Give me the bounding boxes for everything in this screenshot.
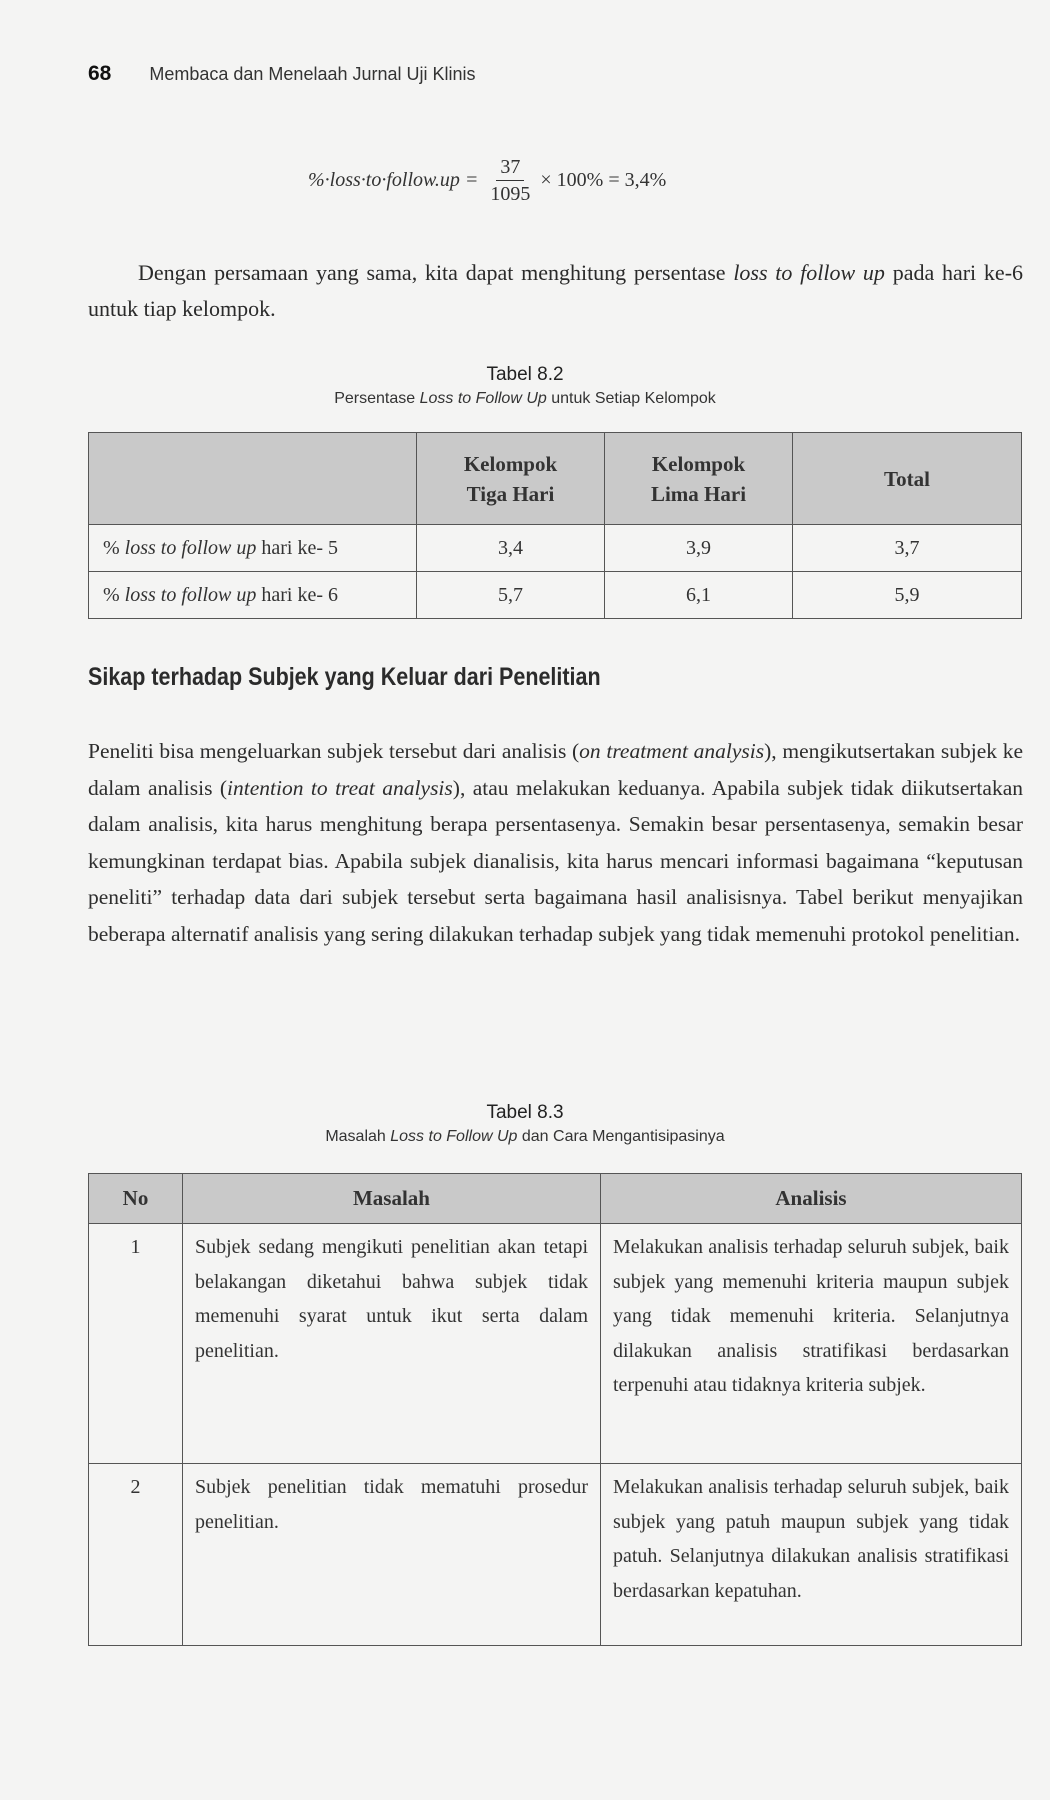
body-italic-2: intention to treat analysis [227,775,453,800]
row-label-pre: % [103,536,125,559]
intro-text-2: pada hari ke-6 untuk tiap kelompok. [88,260,1024,321]
row-label-post: hari ke- 6 [256,583,339,606]
table-8-3-subtitle-post: dan Cara Mengantisipasinya [517,1128,725,1145]
formula-denominator: 1095 [490,183,531,205]
table-8-2-subtitle-italic: Loss to Follow Up [419,390,547,407]
table-cell-masalah: Subjek sedang mengikuti penelitian akan tetapi belakangan diketahui bahwa subjek tidak memenuhi syarat untuk ikut serta dalam penelitian. [183,1224,601,1464]
table-header-cell [89,433,417,525]
table-cell-analisis: Melakukan analisis terhadap seluruh subjek, baik subjek yang memenuhi kriteria maupun subjek yang tidak memenuhi kriteria. Selanjutnya dilakukan analisis stratifikasi berdasarkan terpenuhi atau tidaknya kriteria subjek. [601,1224,1022,1464]
table-8-2-subtitle-pre: Persentase [334,390,420,407]
table-header-cell [417,433,605,525]
table-header-cell: No [89,1174,183,1224]
table-header-cell [605,433,793,525]
table-cell: 3,4 [417,525,605,572]
table-cell: 3,9 [605,525,793,572]
section-heading: Sikap terhadap Subjek yang Keluar dari Penelitian [88,663,601,691]
body-text-2: ), mengikutsertakan subjek ke dalam analisis ( [88,739,1023,800]
formula-lhs: %·loss·to·follow.up = [308,169,479,191]
table-header-row [89,433,1022,525]
intro-paragraph [88,255,1023,327]
body-text-3: ), atau melakukan keduanya. Apabila subjek tidak diikutsertakan dalam analisis, kita harus menghitung berapa persentasenya. Semakin besar persentasenya, semakin besar kemungkinan terdapat bias. Apabila subjek dianalisis, kita harus mencari informasi bagaimana “keputusan peneliti” terhadap data dari subjek tersebut serta bagaimana hasil analisisnya. Tabel berikut menyajikan beberapa alternatif analisis yang sering dilakukan terhadap subjek yang tidak memenuhi protokol penelitian. [88,775,1023,946]
body-paragraph [88,733,1023,952]
table-cell-no: 2 [89,1464,183,1646]
table-cell: 5,9 [793,572,1022,619]
header-line: Tiga Hari [466,481,555,506]
table-row [89,525,1022,572]
table-8-3-subtitle-pre: Masalah [325,1128,391,1145]
formula-fraction [486,156,534,205]
table-cell-no: 1 [89,1224,183,1464]
table-header-cell: Masalah [183,1174,601,1224]
table-cell-analisis: Melakukan analisis terhadap seluruh subjek, baik subjek yang patuh maupun subjek yang tidak patuh. Selanjutnya dilakukan analisis stratifikasi berdasarkan kepatuhan. [601,1464,1022,1646]
body-italic-1: on treatment analysis [579,739,765,763]
intro-text-1: Dengan persamaan yang sama, kita dapat menghitung persentase [138,260,734,285]
table-row [89,572,1022,619]
running-title: Membaca dan Menelaah Jurnal Uji Klinis [149,64,476,84]
table-8-2-subtitle-post: untuk Setiap Kelompok [546,390,716,407]
header-line: Kelompok [651,451,746,476]
table-header-cell: Total [793,433,1022,525]
table-8-3-caption [0,1100,1050,1148]
table-8-3-subtitle [0,1126,1050,1148]
table-8-3 [88,1173,1022,1646]
formula-rhs: × 100% = 3,4% [540,169,667,191]
body-text-1: Peneliti bisa mengeluarkan subjek tersebut dari analisis ( [88,739,580,763]
table-cell: 3,7 [793,525,1022,572]
page-header [88,62,476,86]
intro-italic: loss to follow up [733,260,885,285]
table-8-2-caption [0,362,1050,410]
table-header-row [89,1174,1022,1224]
page-number: 68 [88,62,112,85]
table-8-2-title: Tabel 8.2 [486,364,564,385]
table-row [89,1224,1022,1464]
table-8-3-subtitle-italic: Loss to Follow Up [390,1128,518,1145]
row-label-italic: loss to follow up [124,536,257,559]
row-label-post: hari ke- 5 [256,536,339,559]
table-8-3-title: Tabel 8.3 [486,1102,564,1123]
header-line: Kelompok [463,451,558,476]
formula-numerator: 37 [496,156,524,181]
row-label [89,572,417,619]
table-header-cell: Analisis [601,1174,1022,1224]
header-line: Lima Hari [650,481,747,506]
table-8-2 [88,432,1022,619]
table-cell: 6,1 [605,572,793,619]
table-8-2-subtitle [0,388,1050,410]
loss-to-follow-up-formula [308,156,666,205]
table-cell: 5,7 [417,572,605,619]
table-cell-masalah: Subjek penelitian tidak mematuhi prosedur penelitian. [183,1464,601,1646]
row-label-italic: loss to follow up [124,583,257,606]
table-row [89,1464,1022,1646]
row-label [89,525,417,572]
row-label-pre: % [103,583,125,606]
